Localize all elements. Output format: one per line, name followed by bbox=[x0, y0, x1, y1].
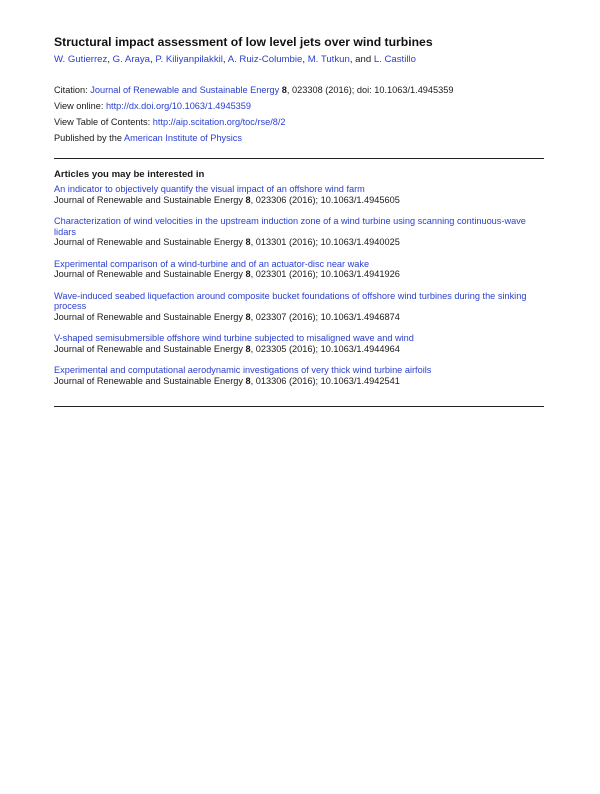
journal-name: Journal of Renewable and Sustainable Energy bbox=[54, 237, 243, 247]
related-article-citation bbox=[54, 312, 544, 323]
related-article-citation bbox=[54, 376, 544, 387]
related-article bbox=[54, 184, 544, 205]
related-article-title-link[interactable]: An indicator to objectively quantify the visual impact of an offshore wind farm bbox=[54, 184, 365, 194]
related-article-title-link[interactable]: Wave-induced seabed liquefaction around composite bucket foundations of offshore wind turbines during the sinking process bbox=[54, 290, 527, 311]
author-link-1[interactable]: W. Gutierrez bbox=[54, 54, 108, 65]
divider-bottom bbox=[54, 406, 544, 407]
author-separator: , bbox=[149, 54, 156, 65]
citation-details: , 023308 (2016); doi: 10.1063/1.4945359 bbox=[286, 85, 454, 95]
author-link-4[interactable]: A. Ruiz-Columbie bbox=[227, 54, 303, 65]
related-article-title-link[interactable]: Experimental comparison of a wind-turbine and of an actuator-disc near wake bbox=[54, 258, 370, 269]
publisher-row bbox=[54, 130, 544, 146]
author-link-5[interactable]: M. Tutkun bbox=[307, 54, 350, 65]
related-article bbox=[54, 333, 544, 354]
journal-volume: 8 bbox=[242, 269, 251, 279]
related-article-citation bbox=[54, 269, 544, 280]
doi-link[interactable]: http://dx.doi.org/10.1063/1.4945359 bbox=[105, 101, 252, 111]
citation-block bbox=[54, 82, 544, 146]
author-separator: , bbox=[107, 54, 113, 65]
related-article bbox=[54, 259, 544, 280]
article-title: Structural impact assessment of low level jets over wind turbines bbox=[54, 35, 433, 49]
related-article bbox=[54, 291, 544, 323]
related-articles-heading: Articles you may be interested in bbox=[54, 169, 205, 180]
journal-volume: 8 bbox=[242, 311, 251, 322]
author-separator: , bbox=[302, 54, 308, 65]
related-articles-list bbox=[54, 184, 544, 386]
citation-details: , 023306 (2016); 10.1063/1.4945605 bbox=[250, 194, 400, 205]
journal-volume: 8 bbox=[242, 343, 251, 354]
view-online-row bbox=[54, 98, 544, 114]
citation-details: , 023301 (2016); 10.1063/1.4941926 bbox=[250, 269, 400, 279]
cover-page bbox=[54, 34, 544, 407]
citation-details: , 013301 (2016); 10.1063/1.4940025 bbox=[250, 237, 400, 247]
related-article-citation bbox=[54, 195, 544, 206]
author-link-3[interactable]: P. Kiliyanpilakkil bbox=[155, 54, 223, 65]
citation-details: , 013306 (2016); 10.1063/1.4942541 bbox=[250, 375, 400, 386]
journal-name: Journal of Renewable and Sustainable Energy bbox=[54, 311, 243, 322]
journal-name: Journal of Renewable and Sustainable Energy bbox=[54, 343, 243, 354]
author-separator: , bbox=[222, 54, 228, 65]
journal-name: Journal of Renewable and Sustainable Energy bbox=[54, 194, 243, 205]
related-article-title-link[interactable]: Experimental and computational aerodynamic investigations of very thick wind turbine airfoils bbox=[54, 365, 432, 375]
citation-volume: 8 bbox=[279, 85, 287, 95]
author-list bbox=[54, 53, 544, 66]
toc-link[interactable]: http://aip.scitation.org/toc/rse/8/2 bbox=[152, 117, 286, 127]
citation-details: , 023305 (2016); 10.1063/1.4944964 bbox=[250, 343, 400, 354]
citation-details: , 023307 (2016); 10.1063/1.4946874 bbox=[250, 311, 400, 322]
related-article bbox=[54, 216, 544, 248]
journal-name: Journal of Renewable and Sustainable Energy bbox=[54, 375, 243, 386]
related-article bbox=[54, 365, 544, 386]
related-article-citation bbox=[54, 237, 544, 248]
journal-name: Journal of Renewable and Sustainable Energy bbox=[54, 269, 243, 279]
publisher-label: Published by the bbox=[54, 133, 124, 143]
citation-row bbox=[54, 82, 544, 98]
journal-volume: 8 bbox=[242, 375, 251, 386]
journal-volume: 8 bbox=[242, 194, 251, 205]
author-separator: , and bbox=[349, 54, 374, 65]
related-article-title-link[interactable]: Characterization of wind velocities in the upstream induction zone of a wind turbine using scanning continuous-wave lidars bbox=[54, 216, 526, 237]
toc-row bbox=[54, 114, 544, 130]
divider-top bbox=[54, 158, 544, 159]
citation-journal-link[interactable]: Journal of Renewable and Sustainable Energy bbox=[90, 85, 280, 95]
journal-volume: 8 bbox=[242, 237, 251, 247]
toc-label: View Table of Contents: bbox=[54, 117, 153, 127]
related-article-title-link[interactable]: V-shaped semisubmersible offshore wind turbine subjected to misaligned wave and wind bbox=[54, 333, 414, 343]
citation-label: Citation: bbox=[54, 85, 91, 95]
author-link-2[interactable]: G. Araya bbox=[112, 54, 150, 65]
related-article-citation bbox=[54, 344, 544, 355]
author-link-6[interactable]: L. Castillo bbox=[373, 54, 416, 65]
publisher-link[interactable]: American Institute of Physics bbox=[123, 133, 242, 143]
view-online-label: View online: bbox=[54, 101, 106, 111]
